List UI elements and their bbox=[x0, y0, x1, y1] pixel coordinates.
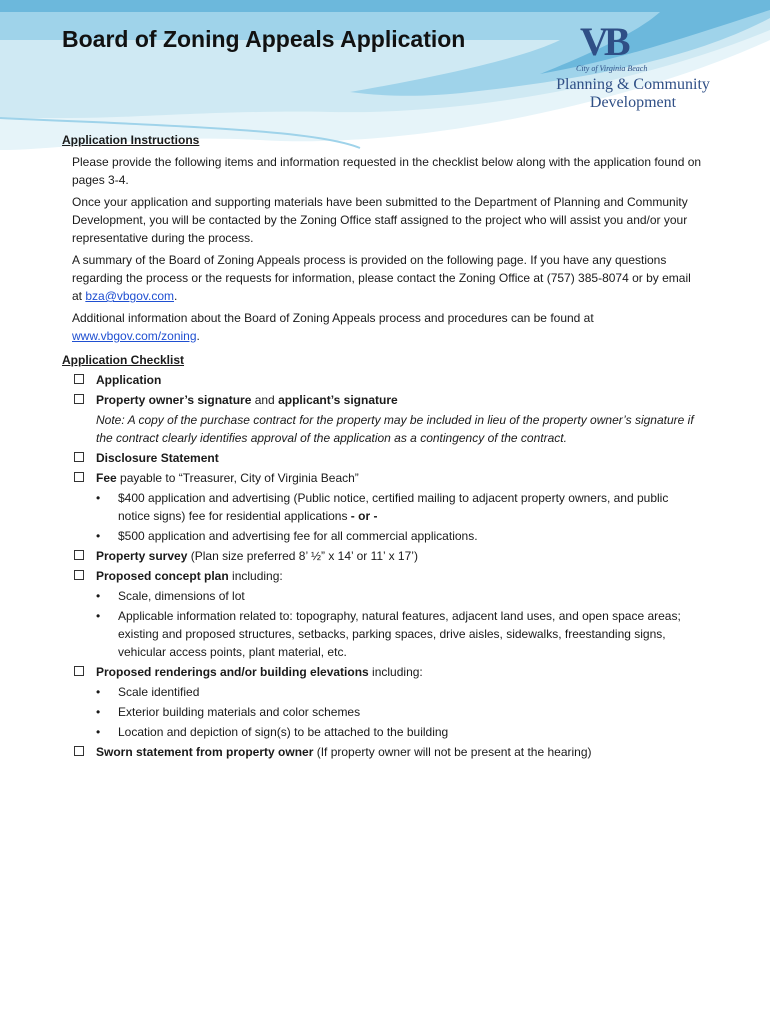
checklist-item-sworn-statement: Sworn statement from property owner (If property owner will not be present at the hearing) bbox=[62, 743, 702, 761]
logo-department-line2: Development bbox=[589, 94, 677, 111]
vb-monogram: VB bbox=[580, 19, 626, 64]
signature-note: Note: A copy of the purchase contract for the property may be included in lieu of the property owner’s signature if the contract clearly identifies approval of the application as a contingency of the contract. bbox=[96, 413, 694, 445]
logo-city-name: City of Virginia Beach bbox=[576, 64, 648, 73]
instructions-paragraph-4: Additional information about the Board of Zoning Appeals process and procedures can be found at www.vbgov.com/zoning. bbox=[72, 311, 594, 343]
checklist-item-fee: Fee payable to “Treasurer, City of Virginia Beach” bbox=[62, 469, 702, 487]
bullet-icon: • bbox=[96, 685, 101, 699]
checklist-item-survey: Property survey (Plan size preferred 8’ ½” x 14’ or 11’ x 17’) bbox=[62, 547, 702, 565]
bullet-icon: • bbox=[96, 589, 101, 603]
list-item: • Applicable information related to: topography, natural features, adjacent land uses, and open space areas; existing and proposed structures, setbacks, parking spaces, drive aisles, sidewalks, freestanding signs, vehicular access points, plant material, etc. bbox=[96, 609, 681, 659]
instructions-paragraph-2: Once your application and supporting materials have been submitted to the Department of Planning and Community Development, you will be contacted by the Zoning Office staff assigned to the project who will assist you and/or your representative during the process. bbox=[72, 195, 688, 245]
instructions-paragraph-1: Please provide the following items and information requested in the checklist below along with the application found on pages 3-4. bbox=[72, 155, 702, 187]
page-title: Board of Zoning Appeals Application bbox=[62, 26, 466, 52]
bullet-icon: • bbox=[96, 491, 101, 505]
list-item: • $400 application and advertising (Public notice, certified mailing to adjacent property owners, and public notice signs) fee for residential applications - or - bbox=[96, 491, 669, 523]
vb-planning-logo bbox=[518, 20, 748, 120]
list-item: • Location and depiction of sign(s) to be attached to the building bbox=[96, 725, 449, 739]
checkbox[interactable] bbox=[74, 394, 84, 404]
checkbox[interactable] bbox=[74, 570, 84, 580]
checkbox[interactable] bbox=[74, 452, 84, 462]
bullet-icon: • bbox=[96, 725, 101, 739]
list-item: • Scale, dimensions of lot bbox=[96, 589, 245, 603]
bullet-icon: • bbox=[96, 705, 101, 719]
list-item: • $500 application and advertising fee for all commercial applications. bbox=[96, 529, 478, 543]
checklist-item-disclosure: Disclosure Statement bbox=[62, 449, 702, 467]
document-body bbox=[62, 131, 702, 763]
checklist-item-concept-plan: Proposed concept plan including: bbox=[62, 567, 702, 585]
checkbox[interactable] bbox=[74, 472, 84, 482]
zoning-website-link[interactable]: www.vbgov.com/zoning bbox=[72, 329, 197, 343]
list-item: • Exterior building materials and color schemes bbox=[96, 705, 361, 719]
bullet-icon: • bbox=[96, 609, 101, 623]
checkbox[interactable] bbox=[74, 374, 84, 384]
checklist-item-signatures: Property owner’s signature and applicant’s signature bbox=[62, 391, 702, 409]
logo-department-line1: Planning & Community bbox=[556, 76, 710, 93]
checklist-heading: Application Checklist bbox=[62, 353, 185, 367]
bullet-icon: • bbox=[96, 529, 101, 543]
checkbox[interactable] bbox=[74, 746, 84, 756]
checklist-item-application: Application bbox=[62, 371, 702, 389]
list-item: • Scale identified bbox=[96, 685, 200, 699]
checkbox[interactable] bbox=[74, 666, 84, 676]
instructions-paragraph-3: A summary of the Board of Zoning Appeals process is provided on the following page. If you have any questions regarding the process or the requests for information, please contact the Zoning Office at (757) 385-8074 or by email at bza@vbgov.com. bbox=[72, 253, 691, 303]
instructions-heading: Application Instructions bbox=[62, 133, 200, 147]
email-link[interactable]: bza@vbgov.com bbox=[85, 289, 175, 303]
checklist-item-renderings: Proposed renderings and/or building elevations including: bbox=[62, 663, 702, 681]
checkbox[interactable] bbox=[74, 550, 84, 560]
